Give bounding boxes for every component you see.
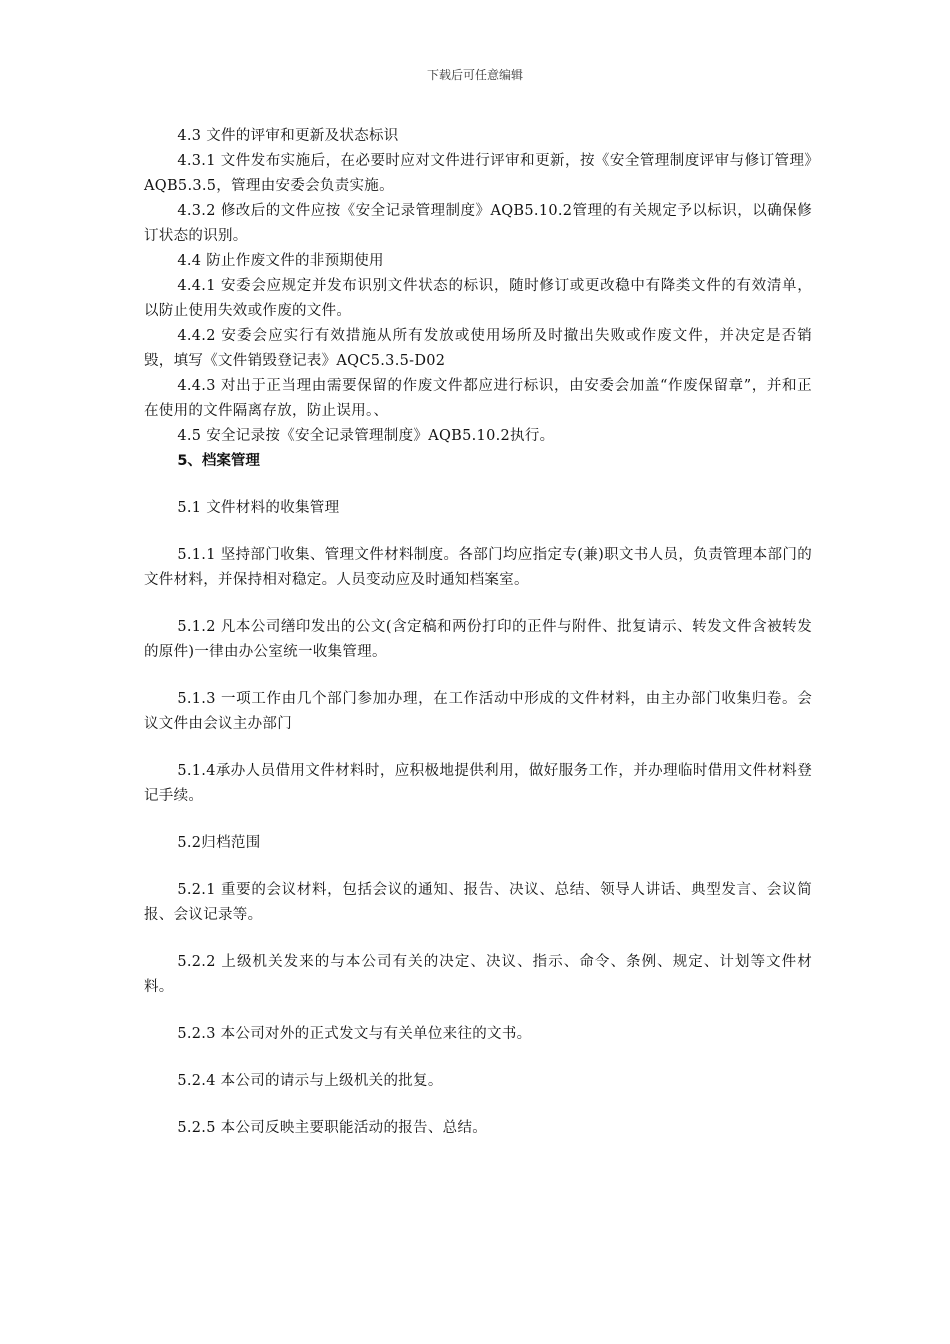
paragraph-5-2-1: 5.2.1 重要的会议材料，包括会议的通知、报告、决议、总结、领导人讲话、典型发言、会议简报、会议记录等。 xyxy=(144,882,812,923)
paragraph-4-5: 4.5 安全记录按《安全记录管理制度》AQB5.10.2执行。 xyxy=(177,428,555,444)
section-5-1-title: 5.1 文件材料的收集管理 xyxy=(177,500,340,516)
paragraph-5-2-2: 5.2.2 上级机关发来的与本公司有关的决定、决议、指示、命令、条例、规定、计划等文件材料。 xyxy=(144,954,812,995)
paragraph-4-3-1: 4.3.1 文件发布实施后，在必要时应对文件进行评审和更新，按《安全管理制度评审与修订管理》AQB5.3.5，管理由安委会负责实施。 xyxy=(144,153,812,194)
paragraph-4-4-3: 4.4.3 对出于正当理由需要保留的作废文件都应进行标识，由安委会加盖“作废保留章”，并和正在使用的文件隔离存放，防止误用。、 xyxy=(144,378,812,419)
paragraph-5-1-3: 5.1.3 一项工作由几个部门参加办理，在工作活动中形成的文件材料，由主办部门收集归卷。会议文件由会议主办部门 xyxy=(144,691,812,732)
paragraph-4-4-1: 4.4.1 安委会应规定并发布识别文件状态的标识，随时修订或更改稳中有降类文件的有效清单，以防止使用失效或作废的文件。 xyxy=(144,278,812,319)
paragraph-4-3-2: 4.3.2 修改后的文件应按《安全记录管理制度》AQB5.10.2管理的有关规定予以标识，以确保修订状态的识别。 xyxy=(144,203,812,244)
paragraph-5-1-1: 5.1.1 坚持部门收集、管理文件材料制度。各部门均应指定专(兼)职文书人员，负责管理本部门的文件材料，并保持相对稳定。人员变动应及时通知档案室。 xyxy=(144,547,812,588)
section-4-3-title: 4.3 文件的评审和更新及状态标识 xyxy=(177,128,399,144)
paragraph-5-2-5: 5.2.5 本公司反映主要职能活动的报告、总结。 xyxy=(177,1120,488,1136)
section-4-4-title: 4.4 防止作废文件的非预期使用 xyxy=(177,253,384,269)
paragraph-5-1-2: 5.1.2 凡本公司缮印发出的公文(含定稿和两份打印的正件与附件、批复请示、转发文件含被转发的原件)一律由办公室统一收集管理。 xyxy=(144,619,812,660)
paragraph-5-2-4: 5.2.4 本公司的请示与上级机关的批复。 xyxy=(177,1073,443,1089)
paragraph-4-4-2: 4.4.2 安委会应实行有效措施从所有发放或使用场所及时撤出失败或作废文件，并决定是否销毁，填写《文件销毁登记表》AQC5.3.5-D02 xyxy=(144,328,812,369)
section-5-heading: 5、档案管理 xyxy=(177,453,260,469)
header-note: 下载后可任意编辑 xyxy=(426,68,523,82)
document-body xyxy=(144,124,812,1141)
paragraph-5-1-4: 5.1.4承办人员借用文件材料时，应积极地提供利用，做好服务工作，并办理临时借用文件材料登记手续。 xyxy=(144,763,812,804)
paragraph-5-2-3: 5.2.3 本公司对外的正式发文与有关单位来往的文书。 xyxy=(177,1026,532,1042)
section-5-2-title: 5.2归档范围 xyxy=(177,835,261,851)
